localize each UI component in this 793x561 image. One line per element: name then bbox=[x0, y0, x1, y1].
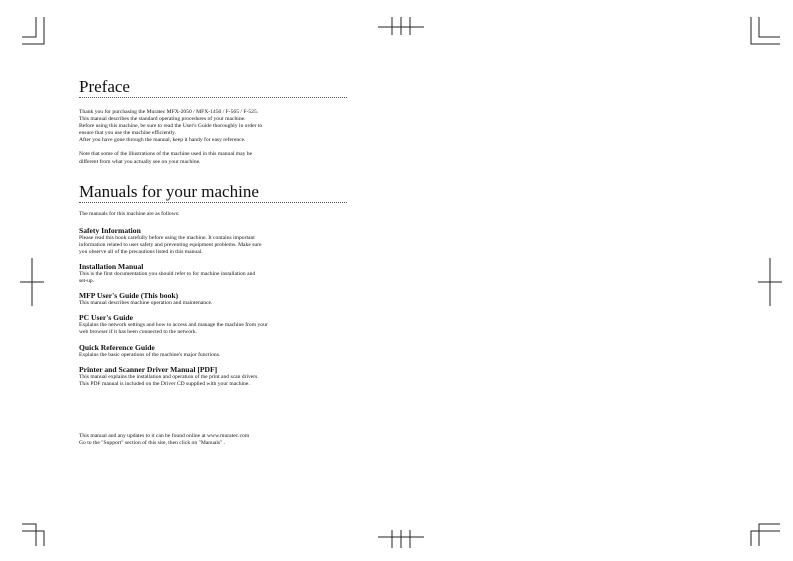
manual-title: PC User's Guide bbox=[79, 313, 133, 323]
preface-paragraph-2: Note that some of the illustrations of the machine used in this manual may be different from what you actually see on your machine. bbox=[79, 151, 253, 165]
manual-item-mfp-users-guide bbox=[79, 291, 347, 307]
manual-description: Please read this book carefully before using the machine. It contains important information related to user safety and preventing equipment problems. Make sure you observe all of the precautions listed in this manual. bbox=[79, 234, 262, 255]
manual-title: MFP User's Guide (This book) bbox=[79, 291, 179, 301]
manual-description: This manual describes machine operation and maintenance. bbox=[79, 300, 213, 307]
footer-text: This manual and any updates to it can be found online at www.muratec.com Go to the "Support" section of this site, then click on "Manuals" . bbox=[79, 433, 250, 447]
crop-mark-bottom-right-outer bbox=[751, 531, 780, 546]
registration-mark-right bbox=[758, 258, 782, 306]
manual-item-quick-reference bbox=[79, 343, 347, 359]
preface-paragraph-1: Thank you for purchasing the Muratec MFX-2050 / MFX-1450 / F-565 / F-525. This manual describes the standard operating procedures of your machine. Before using this machine, be sure to read the User's Guide thoroughly in order to ensure that you use the machine efficiently. After you have gone through the manual, keep it handy for easy reference. bbox=[79, 109, 263, 144]
manual-item-driver-manual bbox=[79, 365, 347, 388]
manual-title: Installation Manual bbox=[79, 262, 144, 272]
crop-mark-bottom-left-outer bbox=[22, 531, 44, 546]
footer-note bbox=[79, 433, 347, 447]
manual-description: This is the first documentation you should refer to for machine installation and set-up. bbox=[79, 271, 256, 285]
crop-mark-top-left-outer bbox=[22, 17, 44, 44]
manual-description: Explains the basic operations of the machine's major functions. bbox=[79, 351, 221, 358]
manual-item-installation bbox=[79, 262, 347, 285]
crop-mark-bottom-right bbox=[759, 524, 780, 546]
manual-title: Quick Reference Guide bbox=[79, 342, 155, 352]
manual-item-pc-users-guide bbox=[79, 313, 347, 336]
manuals-intro: The manuals for this machine are as follows: bbox=[79, 210, 180, 217]
manual-item-safety bbox=[79, 226, 347, 256]
crop-mark-top-right bbox=[759, 17, 780, 37]
manual-description: Explains the network settings and how to access and manage the machine from your web browser if it has been connected to the network. bbox=[79, 322, 268, 336]
manual-title: Safety Information bbox=[79, 225, 141, 235]
registration-mark-bottom bbox=[378, 530, 424, 548]
manual-description: This manual explains the installation and operation of the print and scan drivers. This PDF manual is included on the Driver CD supplied with your machine. bbox=[79, 373, 259, 387]
preface-heading: Preface bbox=[79, 77, 347, 98]
crop-mark-bottom-left bbox=[22, 524, 36, 546]
crop-mark-top-right-outer bbox=[751, 17, 780, 44]
crop-mark-top-left bbox=[22, 17, 36, 37]
registration-mark-top bbox=[378, 17, 424, 35]
manual-title: Printer and Scanner Driver Manual [PDF] bbox=[79, 364, 218, 374]
registration-mark-left bbox=[20, 258, 44, 306]
manuals-heading: Manuals for your machine bbox=[79, 182, 347, 203]
page-content bbox=[79, 77, 347, 394]
